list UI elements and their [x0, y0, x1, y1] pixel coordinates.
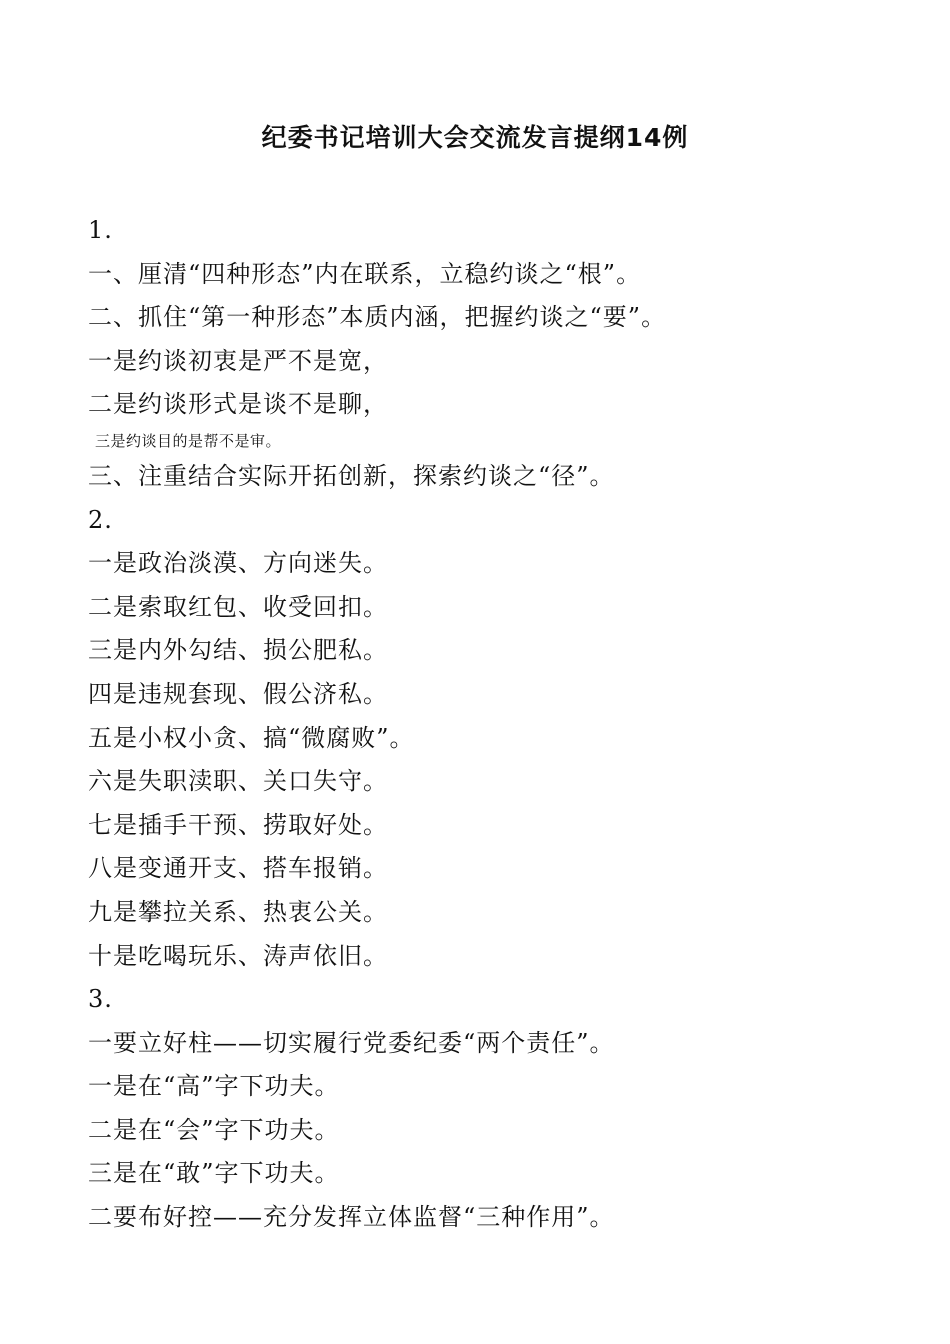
text-line: 八是变通开支、搭车报销。 [88, 854, 388, 883]
text-line: 二是在“会”字下功夫。 [88, 1115, 340, 1144]
text-line: 二、抓住“第一种形态”本质内涵，把握约谈之“要”。 [88, 303, 667, 332]
text-line: 三、注重结合实际开拓创新，探索约谈之“径”。 [88, 461, 615, 490]
text-line: 一是政治淡漠、方向迷失。 [88, 549, 388, 578]
text-line: 一是在“高”字下功夫。 [88, 1072, 340, 1101]
text-line: 四是违规套现、假公济私。 [88, 679, 388, 708]
text-line: 二是约谈形式是谈不是聊， [88, 390, 388, 419]
text-line: 十是吃喝玩乐、涛声依旧。 [88, 941, 388, 970]
text-line: 二是索取红包、收受回扣。 [88, 592, 388, 621]
section-number: 3. [88, 985, 113, 1014]
text-line: 二要布好控——充分发挥立体监督“三种作用”。 [88, 1203, 615, 1232]
section-number: 1. [88, 216, 113, 244]
section-number: 2. [88, 505, 113, 534]
text-line: 三是内外勾结、损公肥私。 [88, 636, 388, 665]
text-line: 一、厘清“四种形态”内在联系，立稳约谈之“根”。 [88, 259, 642, 288]
document-body [88, 209, 908, 1240]
text-line: 三是在“敢”字下功夫。 [88, 1159, 340, 1188]
document-title: 纪委书记培训大会交流发言提纲14例 [261, 123, 689, 152]
text-line: 一是约谈初衷是严不是宽， [88, 346, 388, 375]
text-line: 六是失职渎职、关口失守。 [88, 767, 388, 796]
text-line: 一要立好柱——切实履行党委纪委“两个责任”。 [88, 1028, 615, 1057]
text-line: 九是攀拉关系、热衷公关。 [88, 897, 388, 926]
text-line-small: 三是约谈目的是帮不是审。 [95, 431, 282, 450]
text-line: 七是插手干预、捞取好处。 [88, 810, 388, 839]
text-line: 五是小权小贪、搞“微腐败”。 [88, 723, 415, 752]
